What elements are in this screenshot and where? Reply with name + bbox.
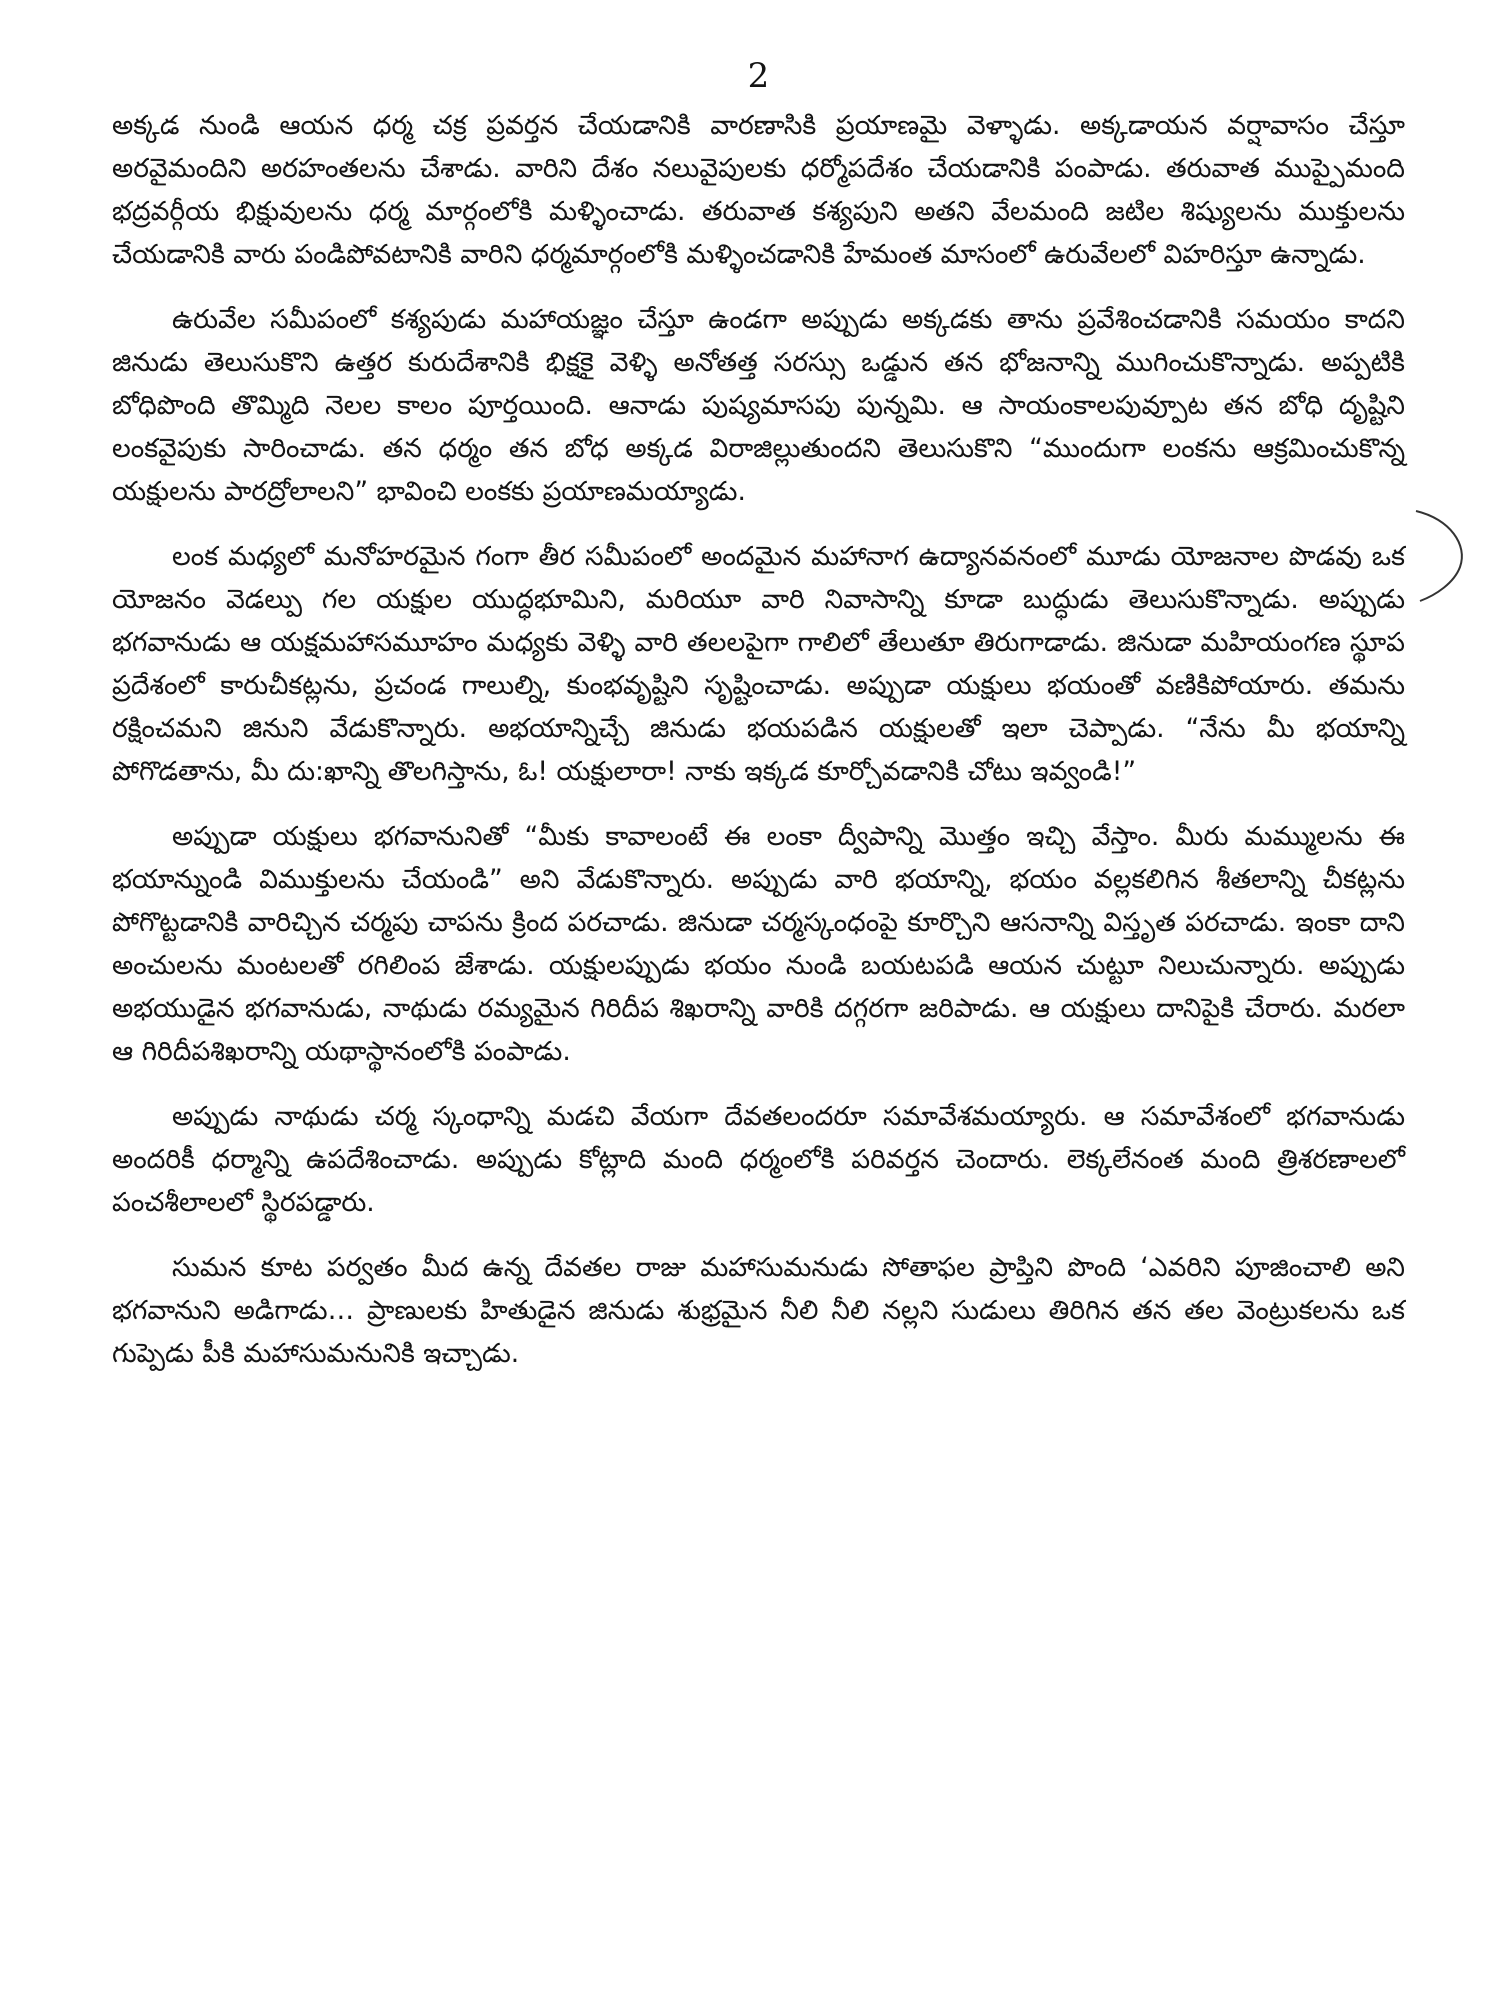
- paragraph-1: అక్కడ నుండి ఆయన ధర్మ చక్ర ప్రవర్తన చేయడానికి వారణాసికి ప్రయాణమై వెళ్ళాడు. అక్కడాయన వర్షావాసం చేస్తూ అరవైమందిని అరహంతలను చేశాడు. వారిని దేశం నలువైపులకు ధర్మోపదేశం చేయడానికి పంపాడు. తరువాత ముప్పైమంది భద్రవర్గీయ భిక్షువులను ధర్మ మార్గంలోకి మళ్ళించాడు. తరువాత కశ్యపుని అతని వేలమంది జటిల శిష్యులను ముక్తులను చేయడానికి వారు పండిపోవటానికి వారిని ధర్మమార్గంలోకి మళ్ళించడానికి హేమంత మాసంలో ఉరువేలలో విహరిస్తూ ఉన్నాడు.: [112, 110, 1405, 270]
- paragraph-2: ఉరువేల సమీపంలో కశ్యపుడు మహాయజ్ఞం చేస్తూ ఉండగా అప్పుడు అక్కడకు తాను ప్రవేశించడానికి సమయం కాదని జినుడు తెలుసుకొని ఉత్తర కురుదేశానికి భిక్షకై వెళ్ళి అనోతత్త సరస్సు ఒడ్డున తన భోజనాన్ని ముగించుకొన్నాడు. అప్పటికి బోధిపొంది తొమ్మిది నెలల కాలం పూర్తయింది. ఆనాడు పుష్యమాసపు పున్నమి. ఆ సాయంకాలపువ్పూట తన బోధి దృష్టిని లంకవైపుకు సారించాడు. తన ధర్మం తన బోధ అక్కడ విరాజిల్లుతుందని తెలుసుకొని “ముందుగా లంకను ఆక్రమించుకొన్న యక్షులను పారద్రోలాలని” భావించి లంకకు ప్రయాణమయ్యాడు.: [112, 304, 1405, 507]
- paragraph-3: లంక మధ్యలో మనోహరమైన గంగా తీర సమీపంలో అందమైన మహానాగ ఉద్యానవనంలో మూడు యోజనాల పొడవు ఒక యోజనం వెడల్పు గల యక్షుల యుద్ధభూమిని, మరియూ వారి నివాసాన్ని కూడా బుద్ధుడు తెలుసుకొన్నాడు. అప్పుడు భగవానుడు ఆ యక్షమహాసమూహం మధ్యకు వెళ్ళి వారి తలలపైగా గాలిలో తేలుతూ తిరుగాడాడు. జినుడా మహియంగణ స్థూప ప్రదేశంలో కారుచీకట్లను, ప్రచండ గాలుల్ని, కుంభవృష్టిని సృష్టించాడు. అప్పుడా యక్షులు భయంతో వణికిపోయారు. తమను రక్షించమని జినుని వేడుకొన్నారు. అభయాన్నిచ్చే జినుడు భయపడిన యక్షులతో ఇలా చెప్పాడు. “నేను మీ భయాన్ని పోగొడతాను, మీ దు:ఖాన్ని తొలగిస్తాను, ఓ! యక్షులారా! నాకు ఇక్కడ కూర్చోవడానికి చోటు ఇవ్వండి!”: [112, 541, 1405, 787]
- paragraph-4: అప్పుడా యక్షులు భగవానునితో “మీకు కావాలంటే ఈ లంకా ద్వీపాన్ని మొత్తం ఇచ్చి వేస్తాం. మీరు మమ్ములను ఈ భయాన్నుండి విముక్తులను చేయండి” అని వేడుకొన్నారు. అప్పుడు వారి భయాన్ని, భయం వల్లకలిగిన శీతలాన్ని చీకట్లను పోగొట్టడానికి వారిచ్చిన చర్మపు చాపను క్రింద పరచాడు. జినుడా చర్మస్కంధంపై కూర్చొని ఆసనాన్ని విస్తృత పరచాడు. ఇంకా దాని అంచులను మంటలతో రగిలింప జేశాడు. యక్షులప్పుడు భయం నుండి బయటపడి ఆయన చుట్టూ నిలుచున్నారు. అప్పుడు అభయుడైన భగవానుడు, నాథుడు రమ్యమైన గిరిదీప శిఖరాన్ని వారికి దగ్గరగా జరిపాడు. ఆ యక్షులు దానిపైకి చేరారు. మరలా ఆ గిరిదీపశిఖరాన్ని యథాస్థానంలోకి పంపాడు.: [112, 821, 1406, 1067]
- page-number: 2: [747, 56, 770, 96]
- paragraph-6: సుమన కూట పర్వతం మీద ఉన్న దేవతల రాజు మహాసుమనుడు సోతాఫల ప్రాప్తిని పొంది ‘ఎవరిని పూజించాలి అని భగవానుని అడిగాడు… ప్రాణులకు హితుడైన జినుడు శుభ్రమైన నీలి నీలి నల్లని సుడులు తిరిగిన తన తల వెంట్రుకలను ఒక గుప్పెడు పీకి మహాసుమనునికి ఇచ్చాడు.: [112, 1252, 1405, 1369]
- paragraph-5: అప్పుడు నాథుడు చర్మ స్కంధాన్ని మడచి వేయగా దేవతలందరూ సమావేశమయ్యారు. ఆ సమావేశంలో భగవానుడు అందరికీ ధర్మాన్ని ఉపదేశించాడు. అప్పుడు కోట్లాది మంది ధర్మంలోకి పరివర్తన చెందారు. లెక్కలేనంత మంది త్రిశరణాలలో పంచశీలాలలో స్థిరపడ్డారు.: [112, 1101, 1405, 1218]
- handwritten-bracket-mark: [1410, 505, 1470, 605]
